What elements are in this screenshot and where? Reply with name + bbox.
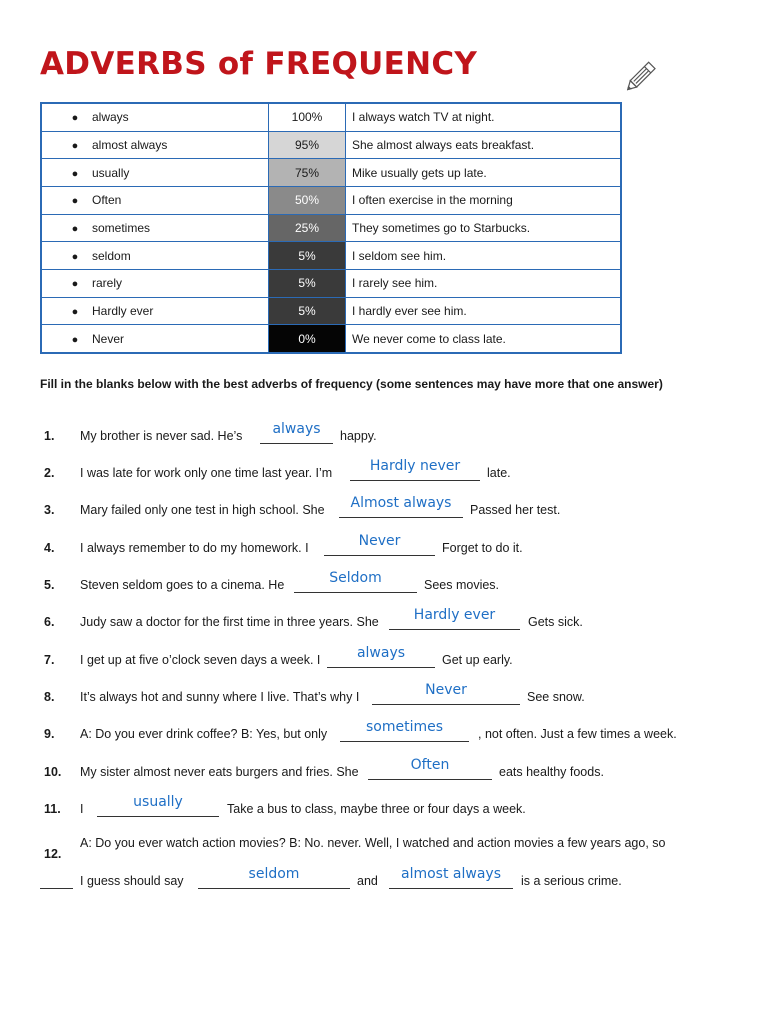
answer-text: Never (425, 682, 467, 698)
answer-blank[interactable] (372, 682, 520, 705)
question-number: 5. (44, 578, 55, 592)
example-cell: She almost always eats breakfast. (346, 131, 622, 159)
question-text: I (80, 802, 84, 816)
pencil-icon (620, 54, 666, 96)
exercise-item-1 (0, 421, 768, 449)
bullet-icon: ● (71, 140, 79, 152)
adverb-text: always (92, 110, 129, 125)
answer-text: Seldom (329, 570, 382, 586)
table-row (41, 159, 621, 187)
exercise-item-6 (0, 607, 768, 635)
adverb-text: rarely (92, 276, 123, 291)
table-row (41, 242, 621, 270)
adverb-cell (41, 214, 269, 242)
example-cell: I seldom see him. (346, 242, 622, 270)
question-number: 4. (44, 541, 55, 555)
question-text: Mary failed only one test in high school. She (80, 503, 325, 517)
instructions: Fill in the blanks below with the best adverbs of frequency (some sentences may have more that one answer) (40, 377, 663, 391)
percent-cell: 50% (269, 186, 346, 214)
question-text: I always remember to do my homework. I (80, 541, 309, 555)
question-number: 12. (44, 847, 62, 861)
answer-text: Almost always (350, 495, 452, 511)
percent-cell: 5% (269, 242, 346, 270)
question-text: Judy saw a doctor for the first time in three years. She (80, 615, 379, 629)
table-row (41, 103, 621, 131)
question-number: 3. (44, 503, 55, 517)
answer-blank[interactable] (40, 870, 73, 889)
adverb-text: seldom (92, 248, 131, 263)
question-number: 11. (44, 802, 61, 816)
table-row (41, 325, 621, 353)
table-row (41, 214, 621, 242)
answer-blank[interactable] (97, 794, 219, 817)
question-text-after: Passed her test. (470, 503, 561, 517)
percent-cell: 5% (269, 297, 346, 325)
table-row (41, 186, 621, 214)
example-cell: They sometimes go to Starbucks. (346, 214, 622, 242)
answer-blank[interactable] (327, 645, 435, 668)
question-text: My brother is never sad. He’s (80, 429, 243, 443)
table-row (41, 297, 621, 325)
question-text-after: eats healthy foods. (499, 765, 604, 779)
question-text: A: Do you ever drink coffee? B: Yes, but only (80, 727, 328, 741)
answer-text: almost always (401, 866, 501, 882)
percent-cell: 5% (269, 269, 346, 297)
adverb-text: Often (92, 193, 122, 208)
exercise-item-3 (0, 495, 768, 523)
example-cell: I rarely see him. (346, 269, 622, 297)
question-text: It’s always hot and sunny where I live. That’s why I (80, 690, 360, 704)
question-number: 6. (44, 615, 55, 629)
answer-text: Often (410, 757, 450, 773)
bullet-icon: ● (71, 278, 79, 291)
question-number: 8. (44, 690, 55, 704)
percent-cell: 95% (269, 131, 346, 159)
question-number: 9. (44, 727, 55, 741)
question-text: I get up at five o’clock seven days a week. I (80, 653, 321, 667)
answer-blank[interactable] (389, 866, 513, 889)
percent-cell: 100% (269, 103, 346, 131)
adverb-cell (41, 242, 269, 270)
exercise-item-11 (0, 794, 768, 822)
example-cell: We never come to class late. (346, 325, 622, 353)
percent-cell: 0% (269, 325, 346, 353)
answer-blank[interactable] (340, 719, 469, 742)
adverb-cell (41, 131, 269, 159)
question-text-after: See snow. (527, 690, 585, 704)
adverb-text: Hardly ever (92, 303, 154, 318)
question-text-after: , not often. Just a few times a week. (478, 727, 677, 741)
bullet-icon: ● (71, 305, 79, 318)
exercise-item-5 (0, 570, 768, 598)
bullet-icon: ● (71, 250, 79, 263)
adverb-cell (41, 186, 269, 214)
question-text: My sister almost never eats burgers and fries. She (80, 765, 359, 779)
adverb-cell (41, 103, 269, 131)
answer-blank[interactable] (198, 866, 350, 889)
question-text: is a serious crime. (521, 874, 622, 888)
exercise-item-7 (0, 645, 768, 673)
exercise-item-2 (0, 458, 768, 486)
adverb-text: sometimes (92, 220, 151, 235)
question-text-after: Get up early. (442, 653, 513, 667)
example-cell: Mike usually gets up late. (346, 159, 622, 187)
answer-text: Hardly never (369, 458, 461, 474)
question-text: I guess should say (80, 874, 184, 888)
answer-blank[interactable] (350, 458, 480, 481)
answer-blank[interactable] (339, 495, 463, 518)
adverb-cell (41, 269, 269, 297)
answer-text: always (272, 421, 321, 437)
answer-text: usually (133, 794, 183, 810)
question-text-after: Forget to do it. (442, 541, 523, 555)
exercise-item-12 (0, 836, 768, 860)
example-cell: I always watch TV at night. (346, 103, 622, 131)
answer-blank[interactable] (368, 757, 492, 780)
question-number: 1. (44, 429, 55, 443)
exercise-item-9 (0, 719, 768, 747)
answer-blank[interactable] (260, 421, 333, 444)
table-row (41, 269, 621, 297)
frequency-table (40, 102, 622, 354)
exercise-item-12-line2 (0, 866, 768, 894)
question-text-after: Gets sick. (528, 615, 583, 629)
answer-text: always (356, 645, 406, 661)
answer-text: Never (358, 533, 401, 549)
adverb-text: Never (92, 331, 125, 346)
bullet-icon: ● (71, 195, 79, 208)
exercise-item-4 (0, 533, 768, 561)
adverb-cell (41, 325, 269, 353)
question-text-after: Take a bus to class, maybe three or four days a week. (227, 802, 526, 816)
answer-text: sometimes (365, 719, 444, 735)
page-title: ADVERBS of FREQUENCY (40, 46, 478, 82)
answer-blank[interactable] (389, 607, 520, 630)
adverb-cell (41, 297, 269, 325)
example-cell: I hardly ever see him. (346, 297, 622, 325)
bullet-icon: ● (71, 222, 79, 235)
bullet-icon: ● (71, 112, 79, 125)
table-row (41, 131, 621, 159)
question-text: and (357, 874, 378, 888)
answer-text: Hardly ever (413, 607, 496, 623)
question-text: Steven seldom goes to a cinema. He (80, 578, 285, 592)
bullet-icon: ● (71, 333, 79, 346)
percent-cell: 75% (269, 159, 346, 187)
exercise-item-10 (0, 757, 768, 785)
answer-text: seldom (248, 866, 300, 882)
question-number: 7. (44, 653, 55, 667)
question-number: 2. (44, 466, 55, 480)
question-number: 10. (44, 765, 62, 779)
answer-blank[interactable] (324, 533, 435, 556)
adverb-text: usually (92, 165, 130, 180)
question-text-line1: A: Do you ever watch action movies? B: No. never. Well, I watched and action movies a few years ago, so (80, 836, 666, 850)
question-text-after: late. (487, 466, 511, 480)
question-text-after: Sees movies. (424, 578, 500, 592)
adverb-text: almost always (92, 138, 168, 152)
exercise-item-8 (0, 682, 768, 710)
answer-blank[interactable] (294, 570, 417, 593)
question-text: I was late for work only one time last year. I’m (80, 466, 333, 480)
question-text-after: happy. (340, 429, 377, 443)
percent-cell: 25% (269, 214, 346, 242)
bullet-icon: ● (71, 167, 79, 180)
example-cell: I often exercise in the morning (346, 186, 622, 214)
adverb-cell (41, 159, 269, 187)
